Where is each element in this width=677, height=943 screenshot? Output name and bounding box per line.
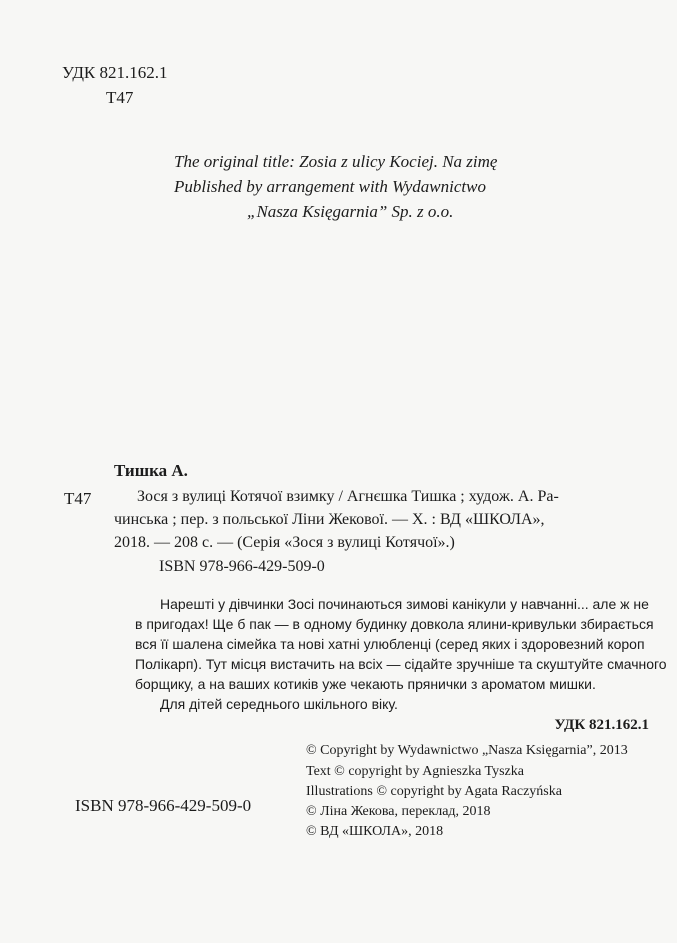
catalog-isbn: ISBN 978-966-429-509-0 — [159, 558, 325, 575]
catalog-line-2: чинська ; пер. з польської Ліни Жекової. — Х. : ВД «ШКОЛА», — [114, 511, 545, 528]
annotation-line-2: в пригодах! Ще б пак — в одному будинку довкола ялини-кривульки збирається — [135, 616, 654, 632]
catalog-line-1: Зося з вулиці Котячої взимку / Агнєшка Тишка ; худож. А. Ра- — [137, 488, 559, 505]
annotation-udk: УДК 821.162.1 — [554, 717, 649, 733]
copyright-line-5: © ВД «ШКОЛА», 2018 — [306, 824, 444, 839]
copyright-line-3: Illustrations © copyright by Agata Raczyńska — [306, 784, 562, 799]
annotation-line-1: Нарешті у дівчинки Зосі починаються зимові канікули у навчанні... але ж не — [160, 596, 649, 612]
annotation-line-4: Полікарп). Тут місця вистачить на всіх — сідайте зручніше та скуштуйте смачного — [135, 656, 667, 672]
annotation-line-3: вся її шалена сімейка та нові хатні улюбленці (серед яких і здоровезний короп — [135, 636, 645, 652]
original-title-line-2: Published by arrangement with Wydawnictwo — [174, 177, 486, 196]
copyright-line-4: © Ліна Жекова, переклад, 2018 — [306, 804, 491, 819]
copyright-line-1: © Copyright by Wydawnictwo „Nasza Księgarnia”, 2013 — [306, 743, 628, 758]
catalog-code: Т47 — [64, 489, 92, 508]
annotation-line-5: борщику, а на ваших котиків уже чекають прянички з ароматом мишки. — [135, 676, 596, 692]
copyright-line-2: Text © copyright by Agnieszka Tyszka — [306, 764, 524, 779]
annotation-audience: Для дітей середнього шкільного віку. — [160, 696, 398, 712]
udk-top: УДК 821.162.1 — [62, 63, 168, 82]
original-title-line-3: „Nasza Księgarnia” Sp. z o.o. — [247, 202, 454, 221]
catalog-line-3: 2018. — 208 с. — (Серія «Зося з вулиці Котячої».) — [114, 534, 455, 551]
bottom-isbn: ISBN 978-966-429-509-0 — [75, 796, 252, 815]
author-code-top: Т47 — [106, 88, 134, 107]
original-title-line-1: The original title: Zosia z ulicy Kociej. Na zimę — [174, 152, 498, 171]
catalog-author: Тишка А. — [114, 461, 188, 480]
